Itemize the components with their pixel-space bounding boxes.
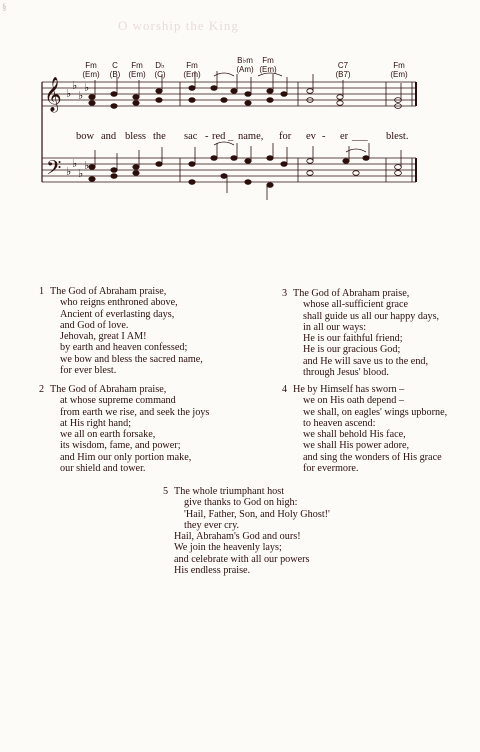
lyric-syllable: the (153, 131, 166, 142)
chord-symbol: D♭ (C) (154, 61, 166, 79)
verse-line: He by Himself has sworn – (293, 384, 405, 395)
verse-line: Hail, Abraham's God and ours! (174, 531, 301, 543)
chord-symbol: Fm (Em) (183, 61, 201, 79)
lyric-syllable: bless (125, 131, 146, 142)
chord-symbol: B♭m (Am) (236, 56, 254, 74)
chord-symbol: C (B) (109, 61, 121, 79)
lyric-syllable: bow (76, 131, 95, 142)
verse-line: Ancient of everlasting days, (60, 308, 175, 320)
verse-line: The God of Abraham praise, (50, 286, 167, 297)
verse-line: Jehovah, great I AM! (60, 331, 147, 343)
svg-text:𝄢: 𝄢 (46, 156, 62, 184)
verse-5 (163, 486, 330, 577)
verse-1 (39, 286, 203, 377)
verse-line: through Jesus' blood. (303, 367, 389, 379)
verse-line: we shall His power adore, (303, 440, 410, 452)
verse-line: give thanks to God on high: (184, 497, 298, 509)
lyric-syllable: for (279, 131, 292, 142)
verse-line: and God of love. (60, 319, 129, 331)
verse-line: by earth and heaven confessed; (60, 342, 188, 354)
verse-line: they ever cry. (184, 519, 240, 531)
svg-text:♭: ♭ (84, 159, 90, 172)
verse-line: we all on earth forsake, (60, 429, 156, 441)
verse-line: and He will save us to the end, (303, 355, 429, 367)
verse-4 (282, 384, 448, 475)
svg-text:♭: ♭ (66, 87, 72, 100)
verse-number: 2 (39, 384, 45, 395)
lyric-syllable: _ (228, 131, 234, 142)
verse-line: shall guide us all our happy days, (303, 310, 440, 322)
verse-line: at whose supreme command (60, 395, 176, 407)
verse-line: we shall, on eagles' wings upborne, (303, 406, 448, 418)
verse-line: we shall behold His face, (303, 429, 406, 441)
lyric-syllable: - (205, 131, 209, 142)
verse-2 (39, 384, 210, 475)
verse-line: He is our gracious God; (303, 344, 401, 356)
lyric-syllable: red (212, 131, 226, 142)
verse-line: at His right hand; (60, 417, 132, 429)
chord-symbol: Fm (Em) (259, 56, 277, 74)
svg-text:♭: ♭ (84, 81, 90, 94)
lyric-syllable: sac (184, 131, 198, 142)
svg-text:𝄞: 𝄞 (44, 77, 62, 112)
music-score (0, 0, 480, 230)
chord-symbol: Fm (Em) (128, 61, 146, 79)
verse-line: we bow and bless the sacred name, (60, 353, 203, 365)
chord-symbol: C7 (B7) (335, 61, 351, 79)
svg-text:♭: ♭ (72, 157, 78, 170)
verse-line: and celebrate with all our powers (174, 553, 310, 565)
chord-symbol: Fm (Em) (390, 61, 408, 79)
verse-line: for evermore. (303, 463, 359, 475)
svg-text:♭: ♭ (78, 167, 84, 180)
verse-line: His endless praise. (174, 565, 251, 577)
verse-number: 5 (163, 486, 169, 497)
verse-number: 4 (282, 384, 288, 395)
verse-line: 'Hail, Father, Son, and Holy Ghost!' (184, 508, 330, 520)
lyric-syllable: and (101, 131, 117, 142)
verse-number: 3 (282, 288, 288, 299)
verse-line: in all our ways: (303, 321, 367, 333)
bleed-through-heading: O worship the King (118, 18, 239, 33)
lyric-syllable: ev (306, 131, 316, 142)
verse-line: and sing the wonders of His grace (303, 451, 442, 463)
lyric-syllable: - (322, 131, 326, 142)
verse-line: its wisdom, fame, and power; (60, 440, 181, 452)
verse-line: whose all-sufficient grace (303, 299, 409, 311)
svg-text:♭: ♭ (66, 165, 72, 178)
verse-line: The whole triumphant host (174, 486, 285, 497)
verse-line: our shield and tower. (60, 463, 146, 475)
verse-line: He is our faithful friend; (303, 333, 403, 345)
lyric-syllable: blest. (386, 131, 409, 142)
verse-line: and Him our only portion make, (60, 451, 192, 463)
verse-line: who reigns enthroned above, (60, 297, 178, 309)
svg-text:♭: ♭ (78, 89, 84, 102)
verse-line: to heaven ascend: (303, 417, 376, 429)
lyric-syllable: er (340, 131, 349, 142)
lyric-syllable: name, (238, 131, 264, 142)
verse-line: we on His oath depend – (303, 395, 405, 407)
verse-line: for ever blest. (60, 365, 117, 377)
lyric-syllable: ___ (352, 131, 368, 142)
corner-mark: § (2, 2, 7, 12)
verse-number: 1 (39, 286, 45, 297)
verse-line: from earth we rise, and seek the joys (60, 406, 210, 418)
verse-line: We join the heavenly lays; (174, 542, 282, 554)
verse-line: The God of Abraham praise, (50, 384, 167, 395)
chord-symbol: Fm (Em) (82, 61, 100, 79)
verse-line: The God of Abraham praise, (293, 288, 410, 299)
verse-3 (282, 288, 440, 379)
svg-text:♭: ♭ (72, 79, 78, 92)
